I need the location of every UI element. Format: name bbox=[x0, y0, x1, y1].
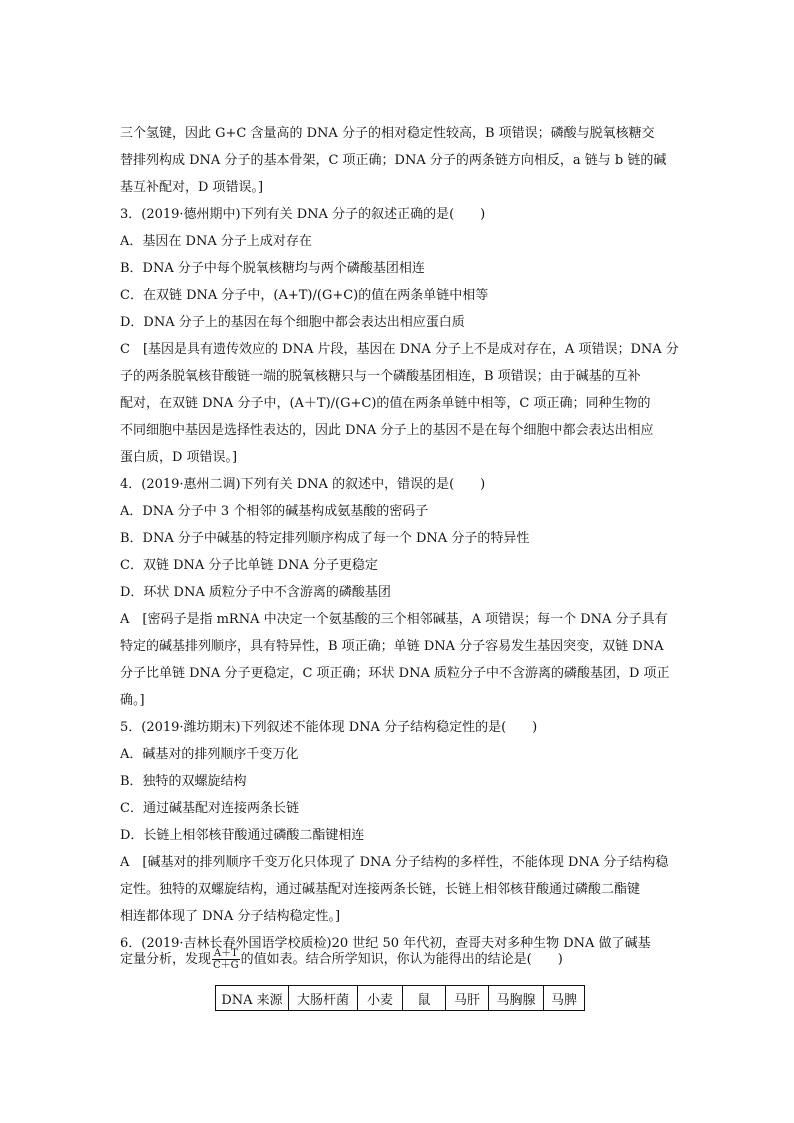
table-cell: 小麦 bbox=[358, 986, 403, 1011]
text-line: 5．(2019·潍坊期末)下列叙述不能体现 DNA 分子结构稳定性的是( ) bbox=[120, 720, 538, 735]
text-line: B．DNA 分子中碱基的特定排列顺序构成了每一个 DNA 分子的特异性 bbox=[120, 531, 530, 546]
text-line: C．通过碱基配对连接两条长链 bbox=[120, 801, 299, 816]
last-line-after: 的值如表。结合所学知识，你认为能得出的结论是( ) bbox=[240, 952, 563, 967]
text-line: 蛋白质，D 项错误。] bbox=[120, 450, 238, 465]
text-line: D．环状 DNA 质粒分子中不含游离的磷酸基团 bbox=[120, 585, 391, 600]
text-line: 特定的碱基排列顺序，具有特异性，B 项正确；单链 DNA 分子容易发生基因突变，双链 DNA bbox=[120, 639, 664, 654]
text-line: 配对，在双链 DNA 分子中，(A＋T)/(G+C)的值在两条单链中相等，C 项正确；同种生物的 bbox=[120, 396, 651, 411]
text-line: 相连都体现了 DNA 分子结构稳定性。] bbox=[120, 909, 341, 924]
text-line: A．基因在 DNA 分子上成对存在 bbox=[120, 234, 312, 249]
table-cell: 马胸腺 bbox=[489, 986, 544, 1011]
text-line: D．DNA 分子上的基因在每个细胞中都会表达出相应蛋白质 bbox=[120, 315, 465, 330]
text-line: 定性。独特的双螺旋结构，通过碱基配对连接两条长链，长链上相邻核苷酸通过磷酸二酯键 bbox=[120, 882, 641, 897]
text-line: 确。] bbox=[120, 693, 145, 708]
fraction-denominator: C＋G bbox=[213, 960, 239, 971]
table-cell: DNA 来源 bbox=[216, 986, 289, 1011]
table-row bbox=[216, 986, 585, 1011]
text-line: 三个氢键，因此 G+C 含量高的 DNA 分子的相对稳定性较高，B 项错误；磷酸与脱氧核糖交 bbox=[120, 126, 655, 141]
fraction-numerator: A＋T bbox=[213, 948, 238, 959]
table-cell: 马肝 bbox=[446, 986, 489, 1011]
text-line: A [碱基对的排列顺序千变万化只体现了 DNA 分子结构的多样性，不能体现 DNA 分子结构稳 bbox=[120, 855, 669, 870]
ratio-fraction bbox=[212, 948, 240, 971]
text-line: 子的两条脱氧核苷酸链一端的脱氧核糖只与一个磷酸基团相连，B 项错误；由于碱基的互补 bbox=[120, 369, 641, 384]
last-line-before: 定量分析，发现 bbox=[120, 952, 212, 967]
text-line: C [基因是具有遗传效应的 DNA 片段，基因在 DNA 分子上不是成对存在，A 项错误；DNA 分 bbox=[120, 342, 679, 357]
table-cell: 大肠杆菌 bbox=[289, 986, 358, 1011]
text-line: A [密码子是指 mRNA 中决定一个氨基酸的三个相邻碱基，A 项错误；每一个 DNA 分子具有 bbox=[120, 612, 668, 627]
table-cell: 鼠 bbox=[403, 986, 446, 1011]
text-line: 基互补配对，D 项错误。] bbox=[120, 180, 264, 195]
table-cell: 马脾 bbox=[544, 986, 585, 1011]
text-line: 3．(2019·德州期中)下列有关 DNA 分子的叙述正确的是( ) bbox=[120, 207, 486, 222]
text-line: C．双链 DNA 分子比单链 DNA 分子更稳定 bbox=[120, 558, 378, 573]
text-line: B．DNA 分子中每个脱氧核糖均与两个磷酸基团相连 bbox=[120, 261, 425, 276]
text-line: A．DNA 分子中 3 个相邻的碱基构成氨基酸的密码子 bbox=[120, 504, 429, 519]
dna-source-table bbox=[215, 985, 585, 1011]
text-line: D．长链上相邻核苷酸通过磷酸二酯键相连 bbox=[120, 828, 365, 843]
question-6-line-2 bbox=[120, 948, 563, 971]
text-line: 替排列构成 DNA 分子的基本骨架，C 项正确；DNA 分子的两条链方向相反，a 链与 b 链的碱 bbox=[120, 153, 667, 168]
text-line: A．碱基对的排列顺序千变万化 bbox=[120, 747, 299, 762]
text-line: B．独特的双螺旋结构 bbox=[120, 774, 247, 789]
text-line: C．在双链 DNA 分子中，(A+T)/(G+C)的值在两条单链中相等 bbox=[120, 288, 489, 303]
text-line: 6．(2019·吉林长春外国语学校质检)20 世纪 50 年代初，查哥夫对多种生物 DNA 做了碱基 bbox=[120, 936, 651, 951]
text-line: 不同细胞中基因是选择性表达的，因此 DNA 分子上的基因不是在每个细胞中都会表达出相应 bbox=[120, 423, 654, 438]
text-line: 分子比单链 DNA 分子更稳定，C 项正确；环状 DNA 质粒分子中不含游离的磷酸基团，D 项正 bbox=[120, 666, 670, 681]
text-line: 4．(2019·惠州二调)下列有关 DNA 的叙述中，错误的是( ) bbox=[120, 477, 486, 492]
